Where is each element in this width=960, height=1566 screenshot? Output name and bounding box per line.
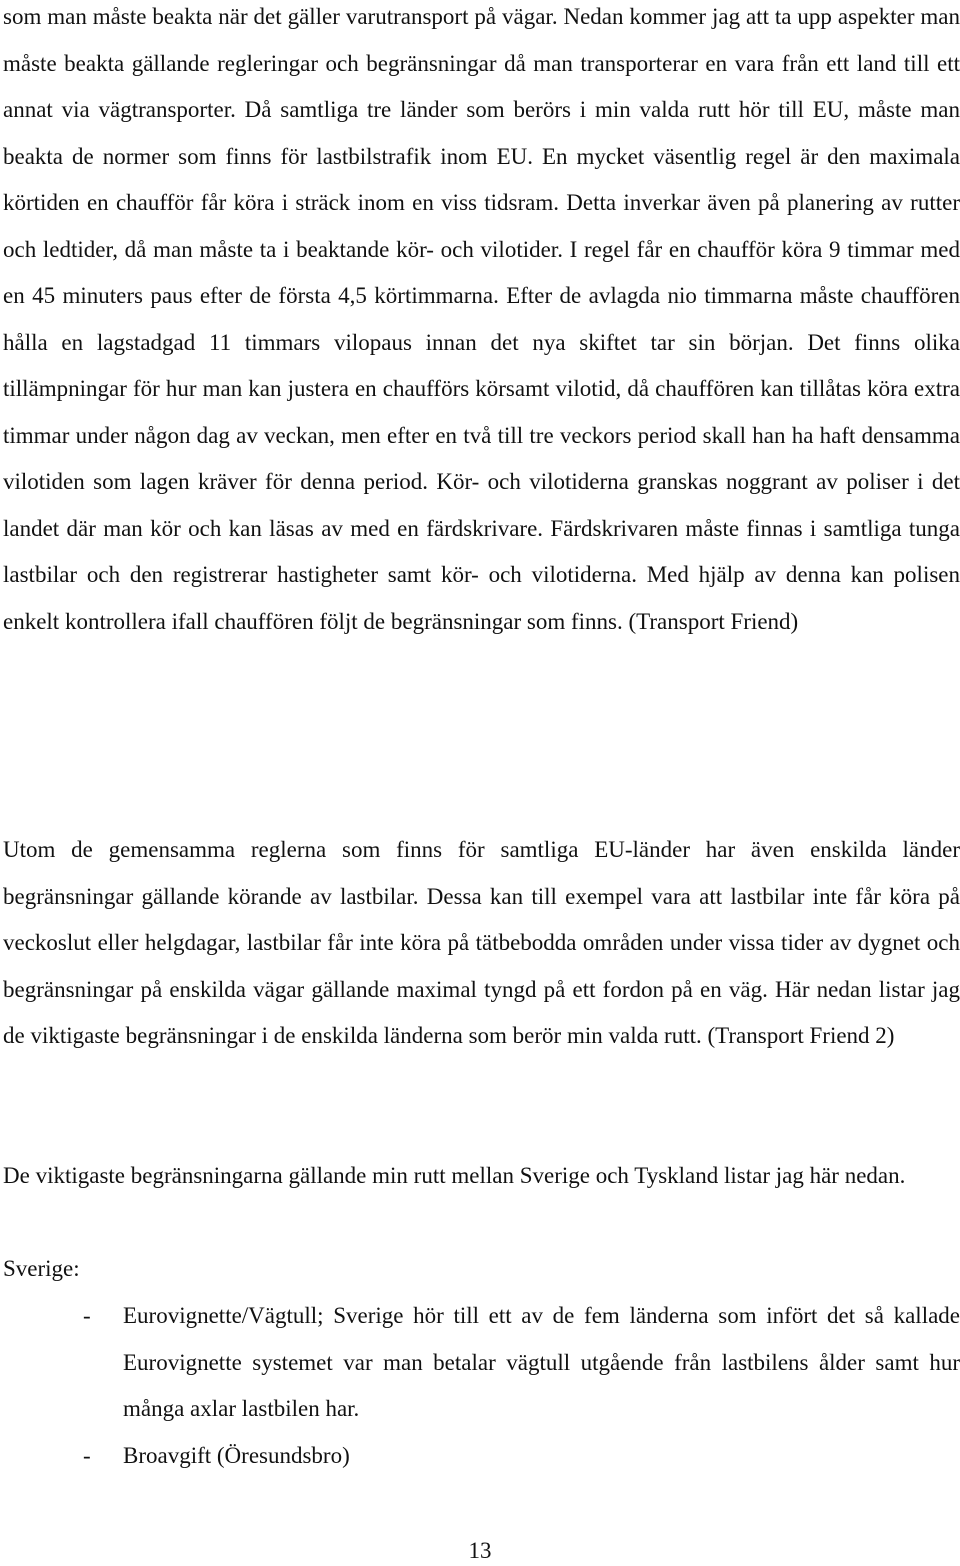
restriction-list bbox=[3, 1293, 960, 1479]
list-item bbox=[3, 1293, 960, 1433]
section-heading bbox=[3, 1246, 960, 1293]
paragraph-route-intro bbox=[3, 1153, 960, 1200]
list-marker: - bbox=[83, 1442, 91, 1468]
list-item-text: Broavgift (Öresundsbro) bbox=[123, 1442, 350, 1468]
paragraph-text: Utom de gemensamma reglerna som finns för samtliga EU-länder har även enskilda länder begränsningar gällande körande av lastbilar. Dessa kan till exempel vara att lastbilar inte får köra på veckoslut eller helgdagar, lastbilar får inte köra på tätbebodda områden under vissa tider av dygnet och begränsningar på enskilda vägar gällande maximal tyngd på ett fordon på en väg. Här nedan listar jag de viktigaste begränsningar i de enskilda länderna som berör min valda rutt. (Transport Friend 2) bbox=[3, 837, 960, 1048]
paragraph-eu-driving-rules bbox=[3, 0, 960, 645]
paragraph-text: De viktigaste begränsningarna gällande min rutt mellan Sverige och Tyskland listar jag här nedan. bbox=[3, 1163, 906, 1188]
list-marker: - bbox=[83, 1303, 91, 1328]
section-heading-text: Sverige: bbox=[3, 1256, 80, 1281]
paragraph-national-restrictions bbox=[3, 827, 960, 1060]
paragraph-text: som man måste beakta när det gäller varutransport på vägar. Nedan kommer jag att ta upp aspekter man måste beakta gällande regleringar och begränsningar då man transporterar en vara från ett land till ett annat via vägtransporter. Då samtliga tre länder som berörs i min valda rutt hör till EU, måste man beakta de normer som finns för lastbilstrafik inom EU. En mycket väsentlig regel är den maximala körtiden en chaufför får köra i sträck inom en viss tidsram. Detta inverkar även på planering av rutter och ledtider, då man måste ta i beaktande kör- och vilotider. I regel får en chaufför köra 9 timmar med en 45 minuters paus efter de första 4,5 körtimmarna. Efter de avlagda nio timmarna måste chauffören hålla en lagstadgad 11 timmars vilopaus innan det nya skiftet tar sin början. Det finns olika tillämpningar för hur man kan justera en chaufförs körsamt vilotid, då chauffören kan tillåtas köra extra timmar under någon dag av veckan, men efter en två till tre veckors period skall han ha haft densamma vilotiden som lagen kräver för denna period. Kör- och vilotiderna granskas noggrant av poliser i det landet där man kör och kan läsas av med en färdskrivare. Färdskrivaren måste finnas i samtliga tunga lastbilar och den registrerar hastigheter samt kör- och vilotiderna. Med hjälp av denna kan polisen enkelt kontrollera ifall chauffören följt de begränsningar som finns. (Transport Friend) bbox=[3, 4, 960, 634]
list-item-text: Eurovignette/Vägtull; Sverige hör till ett av de fem länderna som infört det så kallade Eurovignette systemet var man betalar vägtull utgående från lastbilens ålder samt hur många axlar lastbilen har. bbox=[123, 1303, 960, 1421]
list-item bbox=[3, 1433, 960, 1480]
page-number: 13 bbox=[468, 1538, 492, 1563]
